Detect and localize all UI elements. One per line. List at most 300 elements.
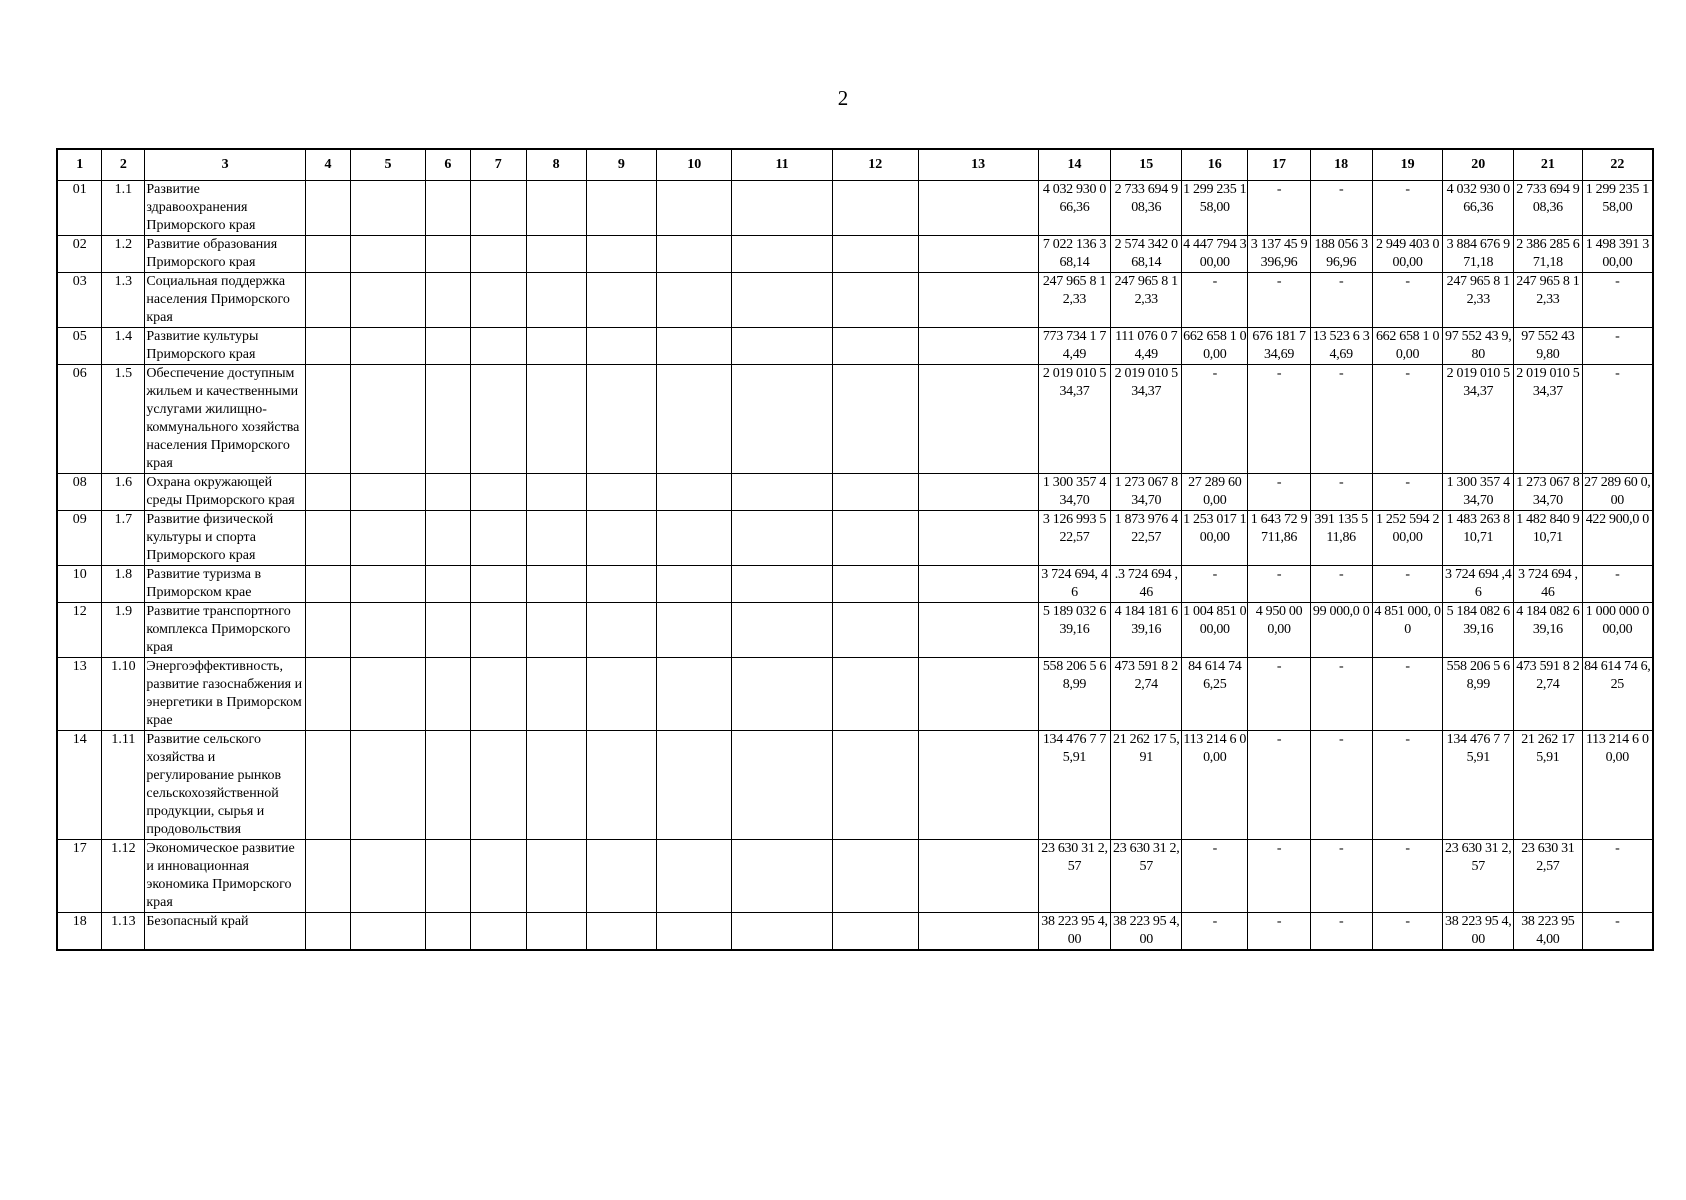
value-col-22: 1 000 000 000,00 [1582,603,1653,658]
empty-cell-col-11 [732,658,833,731]
row-code: 18 [57,913,102,951]
empty-cell-col-10 [657,731,732,840]
column-header-1: 1 [57,149,102,181]
empty-cell-col-10 [657,511,732,566]
value-col-14: 4 032 930 066,36 [1038,181,1111,236]
value-col-14: 247 965 8 12,33 [1038,273,1111,328]
column-header-16: 16 [1182,149,1248,181]
empty-cell-col-4 [305,236,350,273]
value-col-17: - [1248,913,1310,951]
row-number: 1.1 [102,181,145,236]
value-col-18: - [1310,365,1372,474]
value-col-22: 84 614 74 6,25 [1582,658,1653,731]
program-name: Развитие культуры Приморского края [145,328,306,365]
empty-cell-col-6 [425,273,470,328]
row-number: 1.13 [102,913,145,951]
empty-cell-col-8 [526,731,586,840]
value-col-22: - [1582,840,1653,913]
value-col-14: 7 022 136 368,14 [1038,236,1111,273]
program-name: Развитие сельского хозяйства и регулирование рынков сельскохозяйственной продукции, сырья и продовольствия [145,731,306,840]
program-name: Социальная поддержка населения Приморского края [145,273,306,328]
row-number: 1.10 [102,658,145,731]
empty-cell-col-13 [918,603,1038,658]
empty-cell-col-12 [832,731,918,840]
empty-cell-col-8 [526,913,586,951]
empty-cell-col-5 [350,731,425,840]
value-col-19: - [1372,840,1443,913]
empty-cell-col-13 [918,365,1038,474]
value-col-15: 21 262 17 5,91 [1111,731,1182,840]
column-header-17: 17 [1248,149,1310,181]
row-code: 05 [57,328,102,365]
empty-cell-col-13 [918,511,1038,566]
row-code: 03 [57,273,102,328]
empty-cell-col-12 [832,913,918,951]
column-header-7: 7 [470,149,526,181]
empty-cell-col-12 [832,840,918,913]
column-header-12: 12 [832,149,918,181]
empty-cell-col-5 [350,658,425,731]
table-row [57,474,1653,511]
empty-cell-col-11 [732,731,833,840]
value-col-19: - [1372,658,1443,731]
value-col-20: 23 630 31 2,57 [1443,840,1514,913]
table-row [57,731,1653,840]
value-col-20: 5 184 082 639,16 [1443,603,1514,658]
row-number: 1.2 [102,236,145,273]
empty-cell-col-5 [350,840,425,913]
empty-cell-col-9 [586,913,657,951]
table-row [57,328,1653,365]
value-col-16: 1 253 017 100,00 [1182,511,1248,566]
empty-cell-col-8 [526,511,586,566]
table-row [57,840,1653,913]
empty-cell-col-8 [526,181,586,236]
value-col-17: 1 643 72 9 711,86 [1248,511,1310,566]
table-row [57,658,1653,731]
program-name: Охрана окружающей среды Приморского края [145,474,306,511]
value-col-15: 1 873 976 422,57 [1111,511,1182,566]
value-col-18: - [1310,913,1372,951]
empty-cell-col-6 [425,913,470,951]
empty-cell-col-12 [832,181,918,236]
value-col-16: - [1182,566,1248,603]
value-col-18: - [1310,474,1372,511]
value-col-14: 773 734 1 74,49 [1038,328,1111,365]
empty-cell-col-7 [470,840,526,913]
empty-cell-col-7 [470,181,526,236]
value-col-20: 38 223 95 4,00 [1443,913,1514,951]
value-col-15: 473 591 8 22,74 [1111,658,1182,731]
row-number: 1.4 [102,328,145,365]
empty-cell-col-5 [350,365,425,474]
value-col-14: 558 206 5 68,99 [1038,658,1111,731]
empty-cell-col-8 [526,328,586,365]
empty-cell-col-11 [732,273,833,328]
empty-cell-col-4 [305,365,350,474]
empty-cell-col-13 [918,273,1038,328]
value-col-16: 662 658 1 00,00 [1182,328,1248,365]
empty-cell-col-7 [470,603,526,658]
value-col-18: - [1310,273,1372,328]
empty-cell-col-7 [470,658,526,731]
empty-cell-col-5 [350,273,425,328]
row-code: 01 [57,181,102,236]
value-col-21: 97 552 43 9,80 [1514,328,1583,365]
empty-cell-col-5 [350,913,425,951]
table-row [57,273,1653,328]
table-row [57,181,1653,236]
empty-cell-col-11 [732,566,833,603]
value-col-14: 134 476 7 75,91 [1038,731,1111,840]
row-code: 08 [57,474,102,511]
value-col-16: 4 447 794 300,00 [1182,236,1248,273]
empty-cell-col-8 [526,365,586,474]
value-col-16: 84 614 74 6,25 [1182,658,1248,731]
value-col-15: 111 076 0 74,49 [1111,328,1182,365]
budget-table [56,148,1654,951]
empty-cell-col-5 [350,603,425,658]
empty-cell-col-6 [425,566,470,603]
column-header-21: 21 [1514,149,1583,181]
empty-cell-col-12 [832,236,918,273]
table-row [57,236,1653,273]
row-number: 1.11 [102,731,145,840]
value-col-17: - [1248,273,1310,328]
value-col-17: 676 181 734,69 [1248,328,1310,365]
value-col-18: - [1310,566,1372,603]
value-col-16: - [1182,840,1248,913]
value-col-14: 3 724 694, 46 [1038,566,1111,603]
empty-cell-col-4 [305,511,350,566]
empty-cell-col-4 [305,731,350,840]
value-col-22: 113 214 6 00,00 [1582,731,1653,840]
empty-cell-col-10 [657,913,732,951]
empty-cell-col-9 [586,273,657,328]
empty-cell-col-5 [350,474,425,511]
program-name: Энергоэффективность, развитие газоснабжения и энергетики в Приморском крае [145,658,306,731]
empty-cell-col-11 [732,603,833,658]
program-name: Обеспечение доступным жильем и качественными услугами жилищно-коммунального хозяйства населения Приморского края [145,365,306,474]
row-code: 14 [57,731,102,840]
empty-cell-col-5 [350,328,425,365]
column-header-9: 9 [586,149,657,181]
value-col-18: 13 523 6 34,69 [1310,328,1372,365]
column-header-14: 14 [1038,149,1111,181]
empty-cell-col-9 [586,840,657,913]
value-col-19: - [1372,181,1443,236]
row-number: 1.3 [102,273,145,328]
column-header-20: 20 [1443,149,1514,181]
value-col-18: 99 000,0 0 [1310,603,1372,658]
empty-cell-col-11 [732,913,833,951]
value-col-18: 188 056 396,96 [1310,236,1372,273]
empty-cell-col-11 [732,365,833,474]
empty-cell-col-4 [305,474,350,511]
empty-cell-col-12 [832,474,918,511]
value-col-21: 1 273 067 834,70 [1514,474,1583,511]
row-code: 10 [57,566,102,603]
empty-cell-col-6 [425,511,470,566]
empty-cell-col-7 [470,365,526,474]
empty-cell-col-12 [832,511,918,566]
value-col-17: 4 950 00 0,00 [1248,603,1310,658]
table-row [57,511,1653,566]
column-header-2: 2 [102,149,145,181]
empty-cell-col-6 [425,328,470,365]
empty-cell-col-5 [350,236,425,273]
value-col-17: - [1248,566,1310,603]
empty-cell-col-6 [425,181,470,236]
value-col-15: 247 965 8 12,33 [1111,273,1182,328]
value-col-22: 1 498 391 300,00 [1582,236,1653,273]
empty-cell-col-12 [832,328,918,365]
value-col-19: 1 252 594 200,00 [1372,511,1443,566]
value-col-17: - [1248,731,1310,840]
value-col-19: - [1372,731,1443,840]
value-col-19: - [1372,913,1443,951]
empty-cell-col-8 [526,236,586,273]
empty-cell-col-5 [350,566,425,603]
value-col-20: 3 884 676 971,18 [1443,236,1514,273]
value-col-22: 422 900,0 0 [1582,511,1653,566]
empty-cell-col-9 [586,236,657,273]
value-col-21: 3 724 694 ,46 [1514,566,1583,603]
row-number: 1.7 [102,511,145,566]
value-col-22: 27 289 60 0,00 [1582,474,1653,511]
empty-cell-col-6 [425,474,470,511]
value-col-14: 38 223 95 4,00 [1038,913,1111,951]
empty-cell-col-8 [526,273,586,328]
empty-cell-col-9 [586,365,657,474]
value-col-14: 1 300 357 434,70 [1038,474,1111,511]
column-header-18: 18 [1310,149,1372,181]
empty-cell-col-11 [732,511,833,566]
column-header-10: 10 [657,149,732,181]
value-col-14: 3 126 993 522,57 [1038,511,1111,566]
column-header-22: 22 [1582,149,1653,181]
program-name: Безопасный край [145,913,306,951]
empty-cell-col-13 [918,913,1038,951]
value-col-19: 2 949 403 000,00 [1372,236,1443,273]
value-col-18: - [1310,658,1372,731]
empty-cell-col-4 [305,913,350,951]
row-number: 1.12 [102,840,145,913]
value-col-17: - [1248,474,1310,511]
value-col-20: 558 206 5 68,99 [1443,658,1514,731]
empty-cell-col-13 [918,328,1038,365]
empty-cell-col-11 [732,474,833,511]
empty-cell-col-10 [657,181,732,236]
value-col-16: - [1182,365,1248,474]
program-name: Развитие физической культуры и спорта Приморского края [145,511,306,566]
table-row [57,566,1653,603]
empty-cell-col-9 [586,603,657,658]
empty-cell-col-5 [350,181,425,236]
empty-cell-col-12 [832,273,918,328]
column-header-5: 5 [350,149,425,181]
value-col-20: 2 019 010 534,37 [1443,365,1514,474]
empty-cell-col-9 [586,181,657,236]
value-col-14: 23 630 31 2,57 [1038,840,1111,913]
value-col-15: 2 019 010 534,37 [1111,365,1182,474]
header-row [57,149,1653,181]
empty-cell-col-9 [586,328,657,365]
empty-cell-col-10 [657,236,732,273]
row-code: 09 [57,511,102,566]
value-col-15: 4 184 181 639,16 [1111,603,1182,658]
empty-cell-col-13 [918,658,1038,731]
empty-cell-col-5 [350,511,425,566]
value-col-20: 1 300 357 434,70 [1443,474,1514,511]
value-col-15: 23 630 31 2,57 [1111,840,1182,913]
empty-cell-col-10 [657,658,732,731]
empty-cell-col-12 [832,658,918,731]
value-col-19: - [1372,273,1443,328]
row-number: 1.5 [102,365,145,474]
empty-cell-col-13 [918,566,1038,603]
column-header-4: 4 [305,149,350,181]
program-name: Развитие транспортного комплекса Приморского края [145,603,306,658]
value-col-16: 113 214 6 00,00 [1182,731,1248,840]
empty-cell-col-6 [425,236,470,273]
row-number: 1.8 [102,566,145,603]
value-col-17: - [1248,181,1310,236]
empty-cell-col-6 [425,603,470,658]
empty-cell-col-8 [526,603,586,658]
program-name: Экономическое развитие и инновационная экономика Приморского края [145,840,306,913]
value-col-17: 3 137 45 9 396,96 [1248,236,1310,273]
empty-cell-col-7 [470,913,526,951]
value-col-20: 247 965 8 12,33 [1443,273,1514,328]
value-col-14: 5 189 032 639,16 [1038,603,1111,658]
column-header-3: 3 [145,149,306,181]
table-row [57,913,1653,951]
empty-cell-col-6 [425,731,470,840]
empty-cell-col-10 [657,273,732,328]
value-col-20: 1 483 263 810,71 [1443,511,1514,566]
empty-cell-col-9 [586,731,657,840]
value-col-16: 27 289 60 0,00 [1182,474,1248,511]
empty-cell-col-13 [918,474,1038,511]
value-col-21: 1 482 840 910,71 [1514,511,1583,566]
table-row [57,365,1653,474]
empty-cell-col-7 [470,566,526,603]
empty-cell-col-13 [918,236,1038,273]
empty-cell-col-12 [832,365,918,474]
value-col-15: .3 724 694 ,46 [1111,566,1182,603]
empty-cell-col-7 [470,731,526,840]
row-code: 02 [57,236,102,273]
value-col-16: - [1182,273,1248,328]
empty-cell-col-4 [305,603,350,658]
program-name: Развитие образования Приморского края [145,236,306,273]
value-col-21: 247 965 8 12,33 [1514,273,1583,328]
value-col-19: 4 851 000, 00 [1372,603,1443,658]
value-col-16: - [1182,913,1248,951]
empty-cell-col-7 [470,273,526,328]
empty-cell-col-11 [732,236,833,273]
column-header-15: 15 [1111,149,1182,181]
empty-cell-col-4 [305,566,350,603]
empty-cell-col-11 [732,181,833,236]
row-code: 06 [57,365,102,474]
value-col-19: 662 658 1 00,00 [1372,328,1443,365]
empty-cell-col-7 [470,236,526,273]
value-col-21: 4 184 082 639,16 [1514,603,1583,658]
value-col-21: 2 733 694 908,36 [1514,181,1583,236]
row-code: 12 [57,603,102,658]
value-col-17: - [1248,840,1310,913]
value-col-22: 1 299 235 158,00 [1582,181,1653,236]
empty-cell-col-6 [425,365,470,474]
empty-cell-col-10 [657,840,732,913]
value-col-18: - [1310,181,1372,236]
empty-cell-col-13 [918,181,1038,236]
empty-cell-col-4 [305,658,350,731]
value-col-20: 134 476 7 75,91 [1443,731,1514,840]
empty-cell-col-10 [657,566,732,603]
program-name: Развитие здравоохранения Приморского края [145,181,306,236]
column-header-11: 11 [732,149,833,181]
value-col-16: 1 004 851 000,00 [1182,603,1248,658]
value-col-15: 1 273 067 834,70 [1111,474,1182,511]
table-row [57,603,1653,658]
empty-cell-col-10 [657,603,732,658]
value-col-21: 2 386 285 671,18 [1514,236,1583,273]
empty-cell-col-8 [526,474,586,511]
empty-cell-col-10 [657,328,732,365]
empty-cell-col-9 [586,566,657,603]
value-col-20: 4 032 930 066,36 [1443,181,1514,236]
empty-cell-col-7 [470,328,526,365]
row-number: 1.9 [102,603,145,658]
column-header-8: 8 [526,149,586,181]
value-col-18: 391 135 511,86 [1310,511,1372,566]
empty-cell-col-9 [586,658,657,731]
empty-cell-col-6 [425,840,470,913]
empty-cell-col-6 [425,658,470,731]
empty-cell-col-4 [305,328,350,365]
row-number: 1.6 [102,474,145,511]
row-code: 13 [57,658,102,731]
value-col-17: - [1248,365,1310,474]
empty-cell-col-11 [732,840,833,913]
empty-cell-col-12 [832,566,918,603]
value-col-21: 23 630 31 2,57 [1514,840,1583,913]
value-col-19: - [1372,566,1443,603]
page-number: 2 [837,86,849,110]
value-col-18: - [1310,731,1372,840]
empty-cell-col-11 [732,328,833,365]
empty-cell-col-10 [657,365,732,474]
row-code: 17 [57,840,102,913]
value-col-19: - [1372,365,1443,474]
column-header-19: 19 [1372,149,1443,181]
value-col-20: 97 552 43 9,80 [1443,328,1514,365]
empty-cell-col-8 [526,840,586,913]
empty-cell-col-8 [526,566,586,603]
table-body [57,181,1653,951]
value-col-22: - [1582,273,1653,328]
value-col-21: 473 591 8 22,74 [1514,658,1583,731]
value-col-22: - [1582,913,1653,951]
value-col-22: - [1582,566,1653,603]
empty-cell-col-7 [470,511,526,566]
value-col-18: - [1310,840,1372,913]
value-col-14: 2 019 010 534,37 [1038,365,1111,474]
column-header-13: 13 [918,149,1038,181]
